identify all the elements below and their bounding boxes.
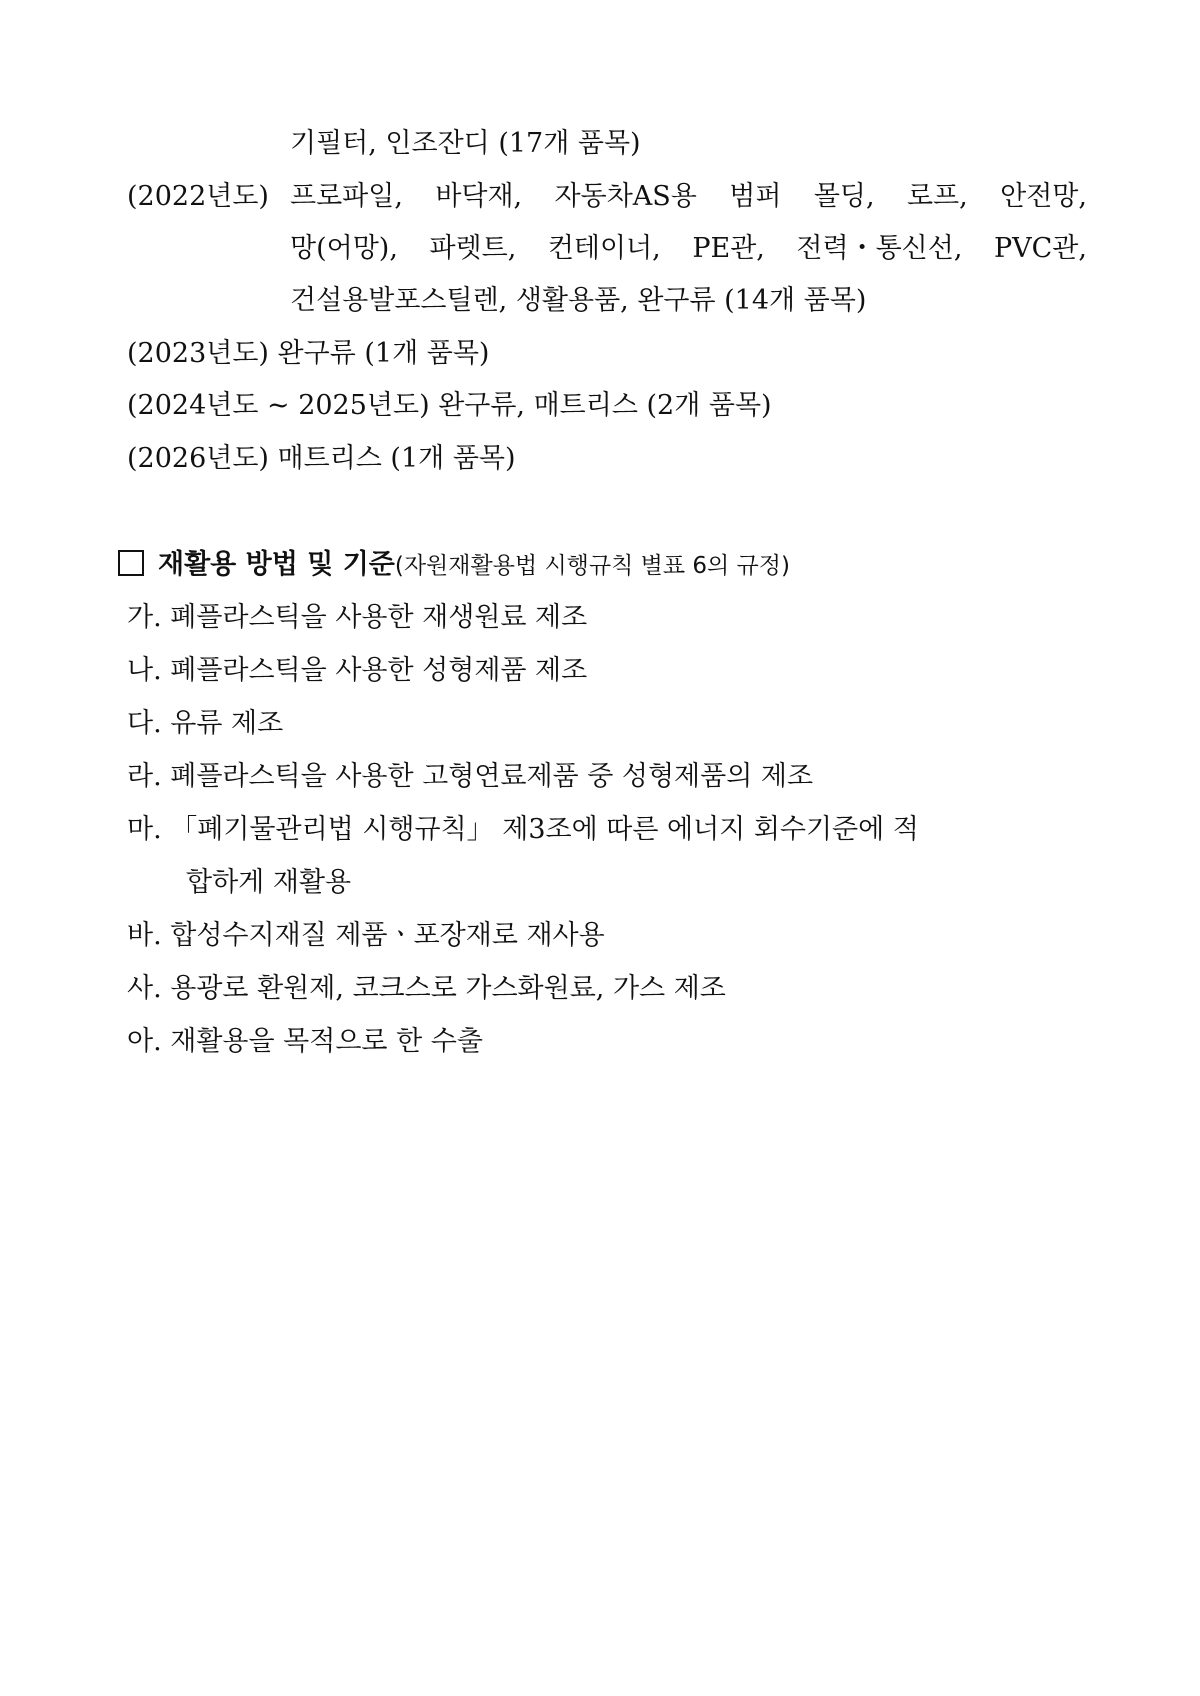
item-text: PVC관, [993, 233, 1087, 264]
year-2023-line: (2023년도) 완구류 (1개 품목) [127, 338, 490, 369]
history-line-continuation: 기필터, 인조잔디 (17개 품목) [290, 128, 641, 159]
item-text: 자동차AS용 [554, 181, 697, 212]
item-text: 몰딩, [813, 181, 875, 212]
item-text: 프로파일, [290, 181, 403, 212]
item-text: PE관, [692, 233, 765, 264]
year-2022-label: (2022년도) [127, 181, 269, 212]
method-item: 사. 용광로 환원제, 코크스로 가스화원료, 가스 제조 [127, 973, 726, 1004]
year-2022-row-1 [290, 177, 1087, 217]
item-text: 안전망, [1000, 181, 1087, 212]
item-text: 범퍼 [729, 181, 782, 212]
item-text: 바닥재, [435, 181, 523, 212]
year-2022-row-3: 건설용발포스틸렌, 생활용품, 완구류 (14개 품목) [290, 285, 867, 316]
method-item: 다. 유류 제조 [127, 708, 284, 739]
item-text: 컨테이너, [547, 233, 661, 264]
year-2024-2025-line: (2024년도 ~ 2025년도) 완구류, 매트리스 (2개 품목) [127, 390, 772, 421]
method-item: 가. 폐플라스틱을 사용한 재생원료 제조 [127, 602, 588, 633]
item-text: 전력・통신선, [796, 233, 963, 264]
item-text: 로프, [906, 181, 968, 212]
section-subtitle: (자원재활용법 시행규칙 별표 6의 규정) [394, 553, 790, 579]
section-heading [118, 545, 790, 586]
method-item: 나. 폐플라스틱을 사용한 성형제품 제조 [127, 655, 588, 686]
method-item: 라. 폐플라스틱을 사용한 고형연료제품 중 성형제품의 제조 [127, 761, 814, 792]
section-title: 재활용 방법 및 기준 [158, 549, 395, 580]
item-text: 망(어망), [290, 233, 398, 264]
checkbox-square-icon [118, 550, 144, 576]
method-item: 아. 재활용을 목적으로 한 수출 [127, 1026, 483, 1057]
method-item-continuation: 합하게 재활용 [186, 867, 352, 898]
year-2026-line: (2026년도) 매트리스 (1개 품목) [127, 443, 516, 474]
method-item: 바. 합성수지재질 제품ㆍ포장재로 재사용 [127, 920, 605, 951]
method-item: 마. 「폐기물관리법 시행규칙」 제3조에 따른 에너지 회수기준에 적 [127, 814, 919, 845]
item-text: 파렛트, [429, 233, 517, 264]
year-2022-row-2 [290, 229, 1087, 269]
